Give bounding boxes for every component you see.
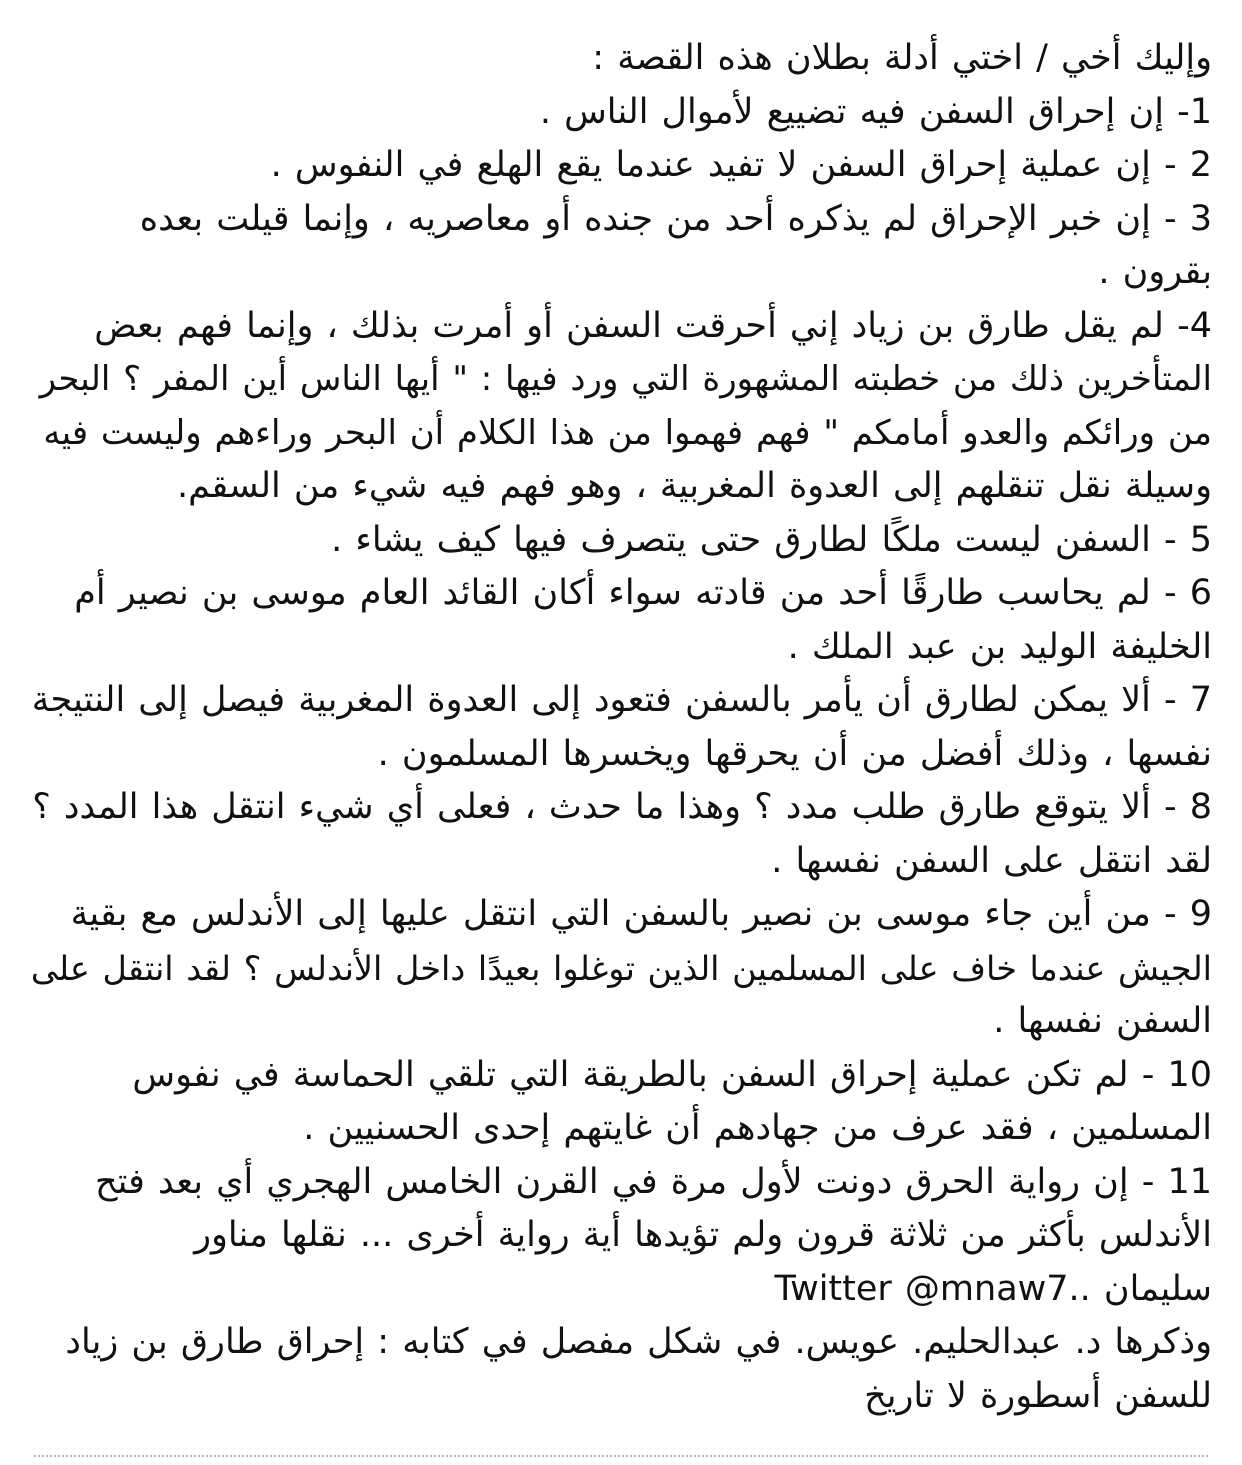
text-line-point-7: 7 - ألا يمكن لطارق أن يأمر بالسفن فتعود إلى العدوة المغربية فيصل إلى النتيجة	[31, 680, 1212, 720]
text-line-point-3: 3 - إن خبر الإحراق لم يذكره أحد من جنده أو معاصريه ، وإنما قيلت بعده	[139, 198, 1212, 239]
document-body	[30, 32, 1212, 1423]
text-line-point-10-cont: المسلمين ، فقد عرف من جهادهم أن غايتهم إحدى الحسنيين .	[303, 1108, 1212, 1148]
text-line-point-6: 6 - لم يحاسب طارقًا أحد من قادته سواء أكان القائد العام موسى بن نصير أم	[74, 573, 1212, 613]
text-line-point-11-cont: الأندلس بأكثر من ثلاثة قرون ولم تؤيدها أية رواية أخرى ... نقلها مناور	[194, 1215, 1212, 1255]
text-line-intro: وإليك أخي / اختي أدلة بطلان هذه القصة :	[592, 38, 1212, 78]
text-line-point-9: 9 - من أين جاء موسى بن نصير بالسفن التي انتقل عليها إلى الأندلس مع بقية	[70, 894, 1212, 934]
text-line-point-11: 11 - إن رواية الحرق دونت لأول مرة في القرن الخامس الهجري أي بعد فتح	[95, 1161, 1212, 1202]
text-line-point-7-cont: نفسها ، وذلك أفضل من أن يحرقها ويخسرها المسلمون .	[377, 733, 1212, 774]
text-line-point-4-cont: من ورائكم والعدو أمامكم " فهم فهموا من هذا الكلام أن البحر وراءهم وليست فيه	[43, 412, 1212, 453]
text-line-point-9-cont: الجيش عندما خاف على المسلمين الذين توغلوا بعيدًا داخل الأندلس ؟ لقد انتقل على	[30, 948, 1212, 988]
text-line-point-4-cont: المتأخرين ذلك من خطبته المشهورة التي ورد فيها : " أيها الناس أين المفر ؟ البحر	[39, 359, 1212, 399]
text-line-point-4-cont: وسيلة نقل تنقلهم إلى العدوة المغربية ، وهو فهم فيه شيء من السقم.	[177, 466, 1212, 506]
text-line-reference-cont: للسفن أسطورة لا تاريخ	[864, 1375, 1212, 1416]
text-line-point-8: 8 - ألا يتوقع طارق طلب مدد ؟ وهذا ما حدث ، فعلى أي شيء انتقل هذا المدد ؟	[32, 787, 1212, 827]
text-line-point-4: 4- لم يقل طارق بن زياد إني أحرقت السفن أو أمرت بذلك ، وإنما فهم بعض	[94, 305, 1212, 346]
text-line-point-3-cont: بقرون .	[1098, 252, 1212, 292]
text-line-point-2: 2 - إن عملية إحراق السفن لا تفيد عندما يقع الهلع في النفوس .	[270, 145, 1212, 185]
text-line-reference: وذكرها د. عبدالحليم. عويس. في شكل مفصل في كتابه : إحراق طارق بن زياد	[65, 1322, 1212, 1362]
text-line-point-5: 5 - السفن ليست ملكًا لطارق حتى يتصرف فيها كيف يشاء .	[331, 519, 1212, 560]
text-line-point-6-cont: الخليفة الوليد بن عبد الملك .	[787, 626, 1212, 667]
text-line-point-10: 10 - لم تكن عملية إحراق السفن بالطريقة التي تلقي الحماسة في نفوس	[132, 1054, 1212, 1095]
bottom-divider	[34, 1455, 1208, 1457]
text-line-point-1: 1- إن إحراق السفن فيه تضييع لأموال الناس .	[539, 91, 1212, 132]
text-line-point-9-cont: السفن نفسها .	[993, 1001, 1212, 1041]
text-line-point-8-cont: لقد انتقل على السفن نفسها .	[771, 840, 1212, 881]
text-line-credit: سليمان ..Twitter @mnaw7	[774, 1268, 1212, 1309]
